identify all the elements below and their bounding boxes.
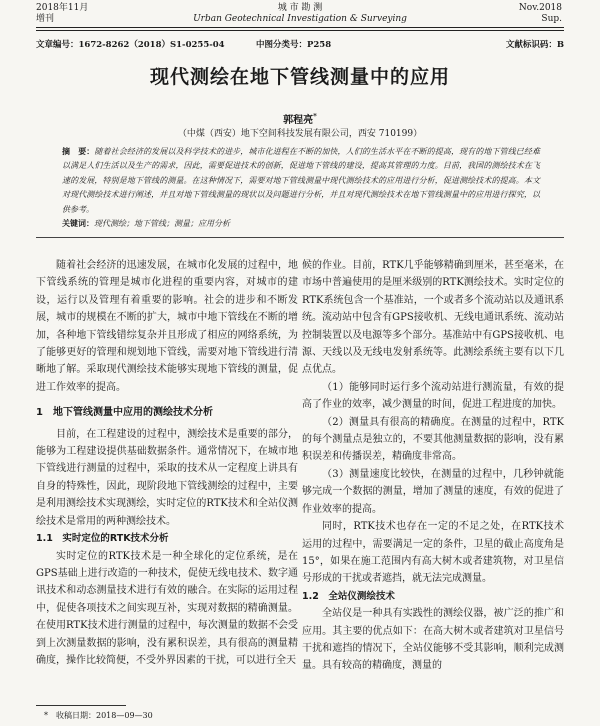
journal-name-en: Urban Geotechnical Investigation & Surveying (193, 14, 407, 24)
keywords-text: 现代测绘；地下管线；测量；应用分析 (94, 219, 230, 228)
paragraph: 同时，RTK技术也存在一定的不足之处，在RTK技术运用的过程中，需要满足一定的条件，卫星的截止高度角是15°，如果在施工范围内有高大树木或者建筑物，对卫星信号形成的干扰或者遮挡，就无法完成测量。 (302, 521, 564, 585)
journal-header (0, 3, 600, 25)
list-item: （2）测量具有很高的精确度。在测量的过程中，RTK的每个测量点是独立的，不要其他测量数据的影响，没有累积误差和传播误差，精确度非常高。 (302, 416, 564, 463)
header-rule-thin (36, 30, 564, 31)
paragraph: 随着社会经济的迅速发展，在城市化发展的过程中，地下管线系统的管理是城市化进程的重要内容，对城市的建设，运行以及管理有着重要的影响。社会的进步和不断发展，城市的规模在不断的扩大，城市中地下管线在不断的增加，各种地下管线错综复杂并且形成了相应的网络系统，为了能够更好的管理和规划地下管线，需要对地下管线进行清晰地了解。采取现代测绘技术能够实现地下管线的测量，促进工作效率的提高。 (36, 260, 298, 393)
issue-date-en-text: Nov.2018 (518, 3, 562, 13)
section-divider (36, 237, 564, 238)
article-number: 文章编号：1672-8262（2018）S1-0255-04 (36, 40, 225, 50)
issue-date-en (519, 3, 562, 25)
section-heading: 1 地下管线测量中应用的测绘技术分析 (36, 407, 213, 419)
body-column-right (302, 257, 564, 675)
paper-title: 现代测绘在地下管线测量中的应用 (149, 66, 450, 88)
paragraph: 目前，在工程建设的过程中，测绘技术是重要的部分，能够为工程建设提供基础数据条件。通常情况下，在城市地下管线进行测量的过程中，采取的技术从一定程度上讲具有自身的特殊性，因此，现阶段地下管线测绘的过程中，主要是利用测绘技术实现测绘，实时定位的RTK技术和全站仪测绘技术是常用的两种测绘技术。 (36, 428, 298, 527)
paragraph: 候的作业。目前，RTK几乎能够精确到厘米，甚至毫米，在市场中普遍使用的是厘米级别的RTK测绘技术。实时定位的RTK系统包含一个基准站，一个或者多个流动站以及通讯系统。流动站中包含有GPS接收机、无线电通讯系统、流动站控制装置以及电源等多个部分。基准站中有GPS接收机、电源、天线以及无线电发射系统等。此测绘系统主要有以下几点优点。 (302, 260, 564, 376)
received-date-footnote: * 收稿日期：2018—09—30 (44, 711, 153, 720)
footnote-rule (36, 705, 126, 706)
author-name: 郭程亮 (283, 115, 314, 126)
subsection-heading: 1.1 实时定位的RTK技术分析 (36, 533, 169, 545)
list-item: （3）测量速度比较快，在测量的过程中，几秒钟就能够完成一个数据的测量，增加了测量的速度，有效的促进了作业效率的提高。 (302, 468, 564, 515)
journal-name: 城 市 勘 测 (277, 3, 323, 13)
keywords-label: 关键词： (62, 218, 94, 228)
subsection-heading: 1.2 全站仪测绘技术 (302, 590, 395, 602)
abstract (62, 144, 540, 217)
document-code: 文献标识码：B (505, 40, 564, 50)
paragraph: 全站仪是一种具有实践性的测绘仪器，被广泛的推广和应用。其主要的优点如下：在高大树木或者建筑对卫星信号干扰和遮挡的情况下，全站仪能够不受其影响，顺利完成测量。具有较高的精确度，测量的 (302, 608, 564, 672)
list-item: （1）能够同时运行多个流动站进行测流量，有效的提高了作业的效率，减少测量的时间，促进工程进度的加快。 (302, 381, 564, 411)
supplement-label: 增刊 (36, 14, 55, 24)
supplement-label-en: Sup. (541, 14, 562, 24)
author: 郭程亮* (283, 111, 317, 126)
body-column-left (36, 257, 298, 669)
affiliation: （中煤（西安）地下空间科技发展有限公司，西安 710199） (177, 129, 423, 139)
header-rule (36, 27, 564, 28)
keywords (62, 216, 540, 231)
abstract-text: 随着社会经济的发展以及科学技术的进步，城市化进程在不断的加快，人们的生活水平在不断的提高，现有的地下管线已经难以满足人们生活以及生产的需求，因此，需要促进技术的创新，促进地下管线的建设，提高其管理的力度。目前，我国的测绘技术在飞速的发展，特别是地下管线的测量。在这种情况下，需要对地下管线测量中现代测绘技术的应用进行分析，促进测绘技术的提高。本文对现代测绘技术进行阐述，并且对地下管线测量的现状以及问题进行分析，并且对现代测绘技术在地下管线测量中的应用进行探究，以供参考。 (62, 147, 541, 214)
issue-date (36, 3, 88, 25)
issue-date-text: 2018年11月 (36, 3, 89, 13)
abstract-label: 摘 要： (62, 146, 95, 156)
classification-number: 中图分类号：P258 (256, 40, 332, 50)
paragraph: 实时定位的RTK技术是一种全球化的定位系统，是在GPS基础上进行改造的一种技术，促使无线电技术、数字通讯技术和动态测量技术进行有效的融合。在实际的运用过程中，促使各项技术之间实现互补，实现对数据的精确测量。在使用RTK技术进行测量的过程中，每次测量的数据不会受到上次测量数据的影响，没有累积误差，具有很高的测量精确度，操作比较简便，不受外界因素的干扰，可以进行全天 (36, 550, 298, 666)
